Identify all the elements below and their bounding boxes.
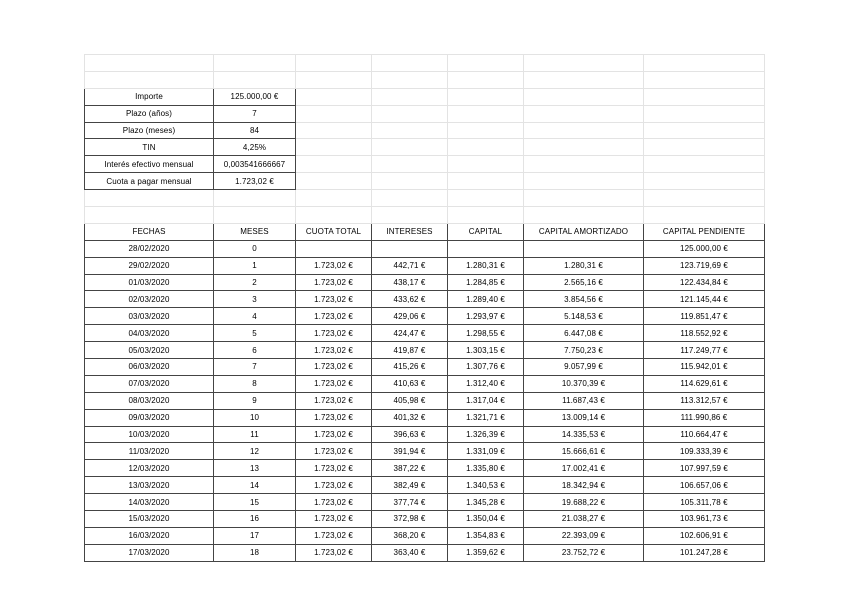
schedule-cell[interactable]: 16 xyxy=(214,511,296,528)
schedule-cell[interactable]: 0 xyxy=(214,240,296,257)
schedule-cell[interactable]: 11 xyxy=(214,426,296,443)
empty-cell[interactable] xyxy=(372,105,448,122)
schedule-cell[interactable]: 111.990,86 € xyxy=(644,409,765,426)
empty-cell[interactable] xyxy=(296,156,372,173)
schedule-cell[interactable]: 1.350,04 € xyxy=(448,511,524,528)
schedule-cell[interactable]: 1.331,09 € xyxy=(448,443,524,460)
schedule-cell[interactable]: 18.342,94 € xyxy=(524,477,644,494)
schedule-cell[interactable]: 2.565,16 € xyxy=(524,274,644,291)
schedule-cell[interactable]: 106.657,06 € xyxy=(644,477,765,494)
empty-cell[interactable] xyxy=(448,88,524,105)
schedule-cell[interactable] xyxy=(524,240,644,257)
schedule-cell[interactable]: 1.723,02 € xyxy=(296,460,372,477)
schedule-cell[interactable]: 1.723,02 € xyxy=(296,426,372,443)
schedule-cell[interactable]: 1.723,02 € xyxy=(296,325,372,342)
empty-cell[interactable] xyxy=(372,190,448,207)
empty-row xyxy=(85,71,765,88)
param-value[interactable]: 1.723,02 € xyxy=(214,173,296,190)
schedule-cell[interactable]: 1.723,02 € xyxy=(296,527,372,544)
schedule-cell[interactable]: 1.321,71 € xyxy=(448,409,524,426)
schedule-cell[interactable]: 11/03/2020 xyxy=(85,443,214,460)
empty-cell[interactable] xyxy=(524,105,644,122)
empty-cell[interactable] xyxy=(644,139,765,156)
schedule-cell[interactable]: 15/03/2020 xyxy=(85,511,214,528)
empty-cell[interactable] xyxy=(524,88,644,105)
schedule-cell[interactable]: 06/03/2020 xyxy=(85,359,214,376)
schedule-cell[interactable]: 5.148,53 € xyxy=(524,308,644,325)
schedule-cell[interactable]: 419,87 € xyxy=(372,342,448,359)
schedule-cell[interactable]: 102.606,91 € xyxy=(644,527,765,544)
empty-cell[interactable] xyxy=(644,55,765,72)
schedule-cell[interactable]: 23.752,72 € xyxy=(524,544,644,561)
empty-cell[interactable] xyxy=(448,190,524,207)
empty-cell[interactable] xyxy=(644,71,765,88)
empty-cell[interactable] xyxy=(296,139,372,156)
empty-cell[interactable] xyxy=(214,55,296,72)
schedule-cell[interactable]: 121.145,44 € xyxy=(644,291,765,308)
empty-cell[interactable] xyxy=(644,122,765,139)
schedule-row xyxy=(85,409,765,426)
schedule-cell[interactable]: 1.723,02 € xyxy=(296,257,372,274)
schedule-cell[interactable]: 101.247,28 € xyxy=(644,544,765,561)
param-label[interactable]: Cuota a pagar mensual xyxy=(85,173,214,190)
empty-cell[interactable] xyxy=(448,71,524,88)
param-row xyxy=(85,156,765,173)
empty-cell[interactable] xyxy=(296,173,372,190)
empty-cell[interactable] xyxy=(524,122,644,139)
empty-cell[interactable] xyxy=(644,190,765,207)
schedule-cell[interactable]: 1.354,83 € xyxy=(448,527,524,544)
schedule-cell[interactable]: 09/03/2020 xyxy=(85,409,214,426)
empty-cell[interactable] xyxy=(644,173,765,190)
schedule-cell[interactable] xyxy=(296,240,372,257)
schedule-cell[interactable]: 1.723,02 € xyxy=(296,375,372,392)
schedule-cell[interactable]: 109.333,39 € xyxy=(644,443,765,460)
schedule-cell[interactable]: 368,20 € xyxy=(372,527,448,544)
param-label[interactable]: Plazo (meses) xyxy=(85,122,214,139)
schedule-cell[interactable]: 21.038,27 € xyxy=(524,511,644,528)
schedule-row xyxy=(85,460,765,477)
column-header[interactable]: CUOTA TOTAL xyxy=(296,223,372,240)
empty-cell[interactable] xyxy=(372,71,448,88)
schedule-cell[interactable]: 6.447,08 € xyxy=(524,325,644,342)
empty-cell[interactable] xyxy=(296,122,372,139)
schedule-cell[interactable]: 1.723,02 € xyxy=(296,342,372,359)
schedule-cell[interactable]: 12/03/2020 xyxy=(85,460,214,477)
schedule-cell[interactable] xyxy=(372,240,448,257)
schedule-row xyxy=(85,257,765,274)
param-value[interactable]: 84 xyxy=(214,122,296,139)
schedule-cell[interactable]: 14.335,53 € xyxy=(524,426,644,443)
schedule-cell[interactable]: 28/02/2020 xyxy=(85,240,214,257)
schedule-header-row xyxy=(85,223,765,240)
schedule-cell[interactable]: 429,06 € xyxy=(372,308,448,325)
param-value[interactable]: 4,25% xyxy=(214,139,296,156)
empty-cell[interactable] xyxy=(296,88,372,105)
schedule-cell[interactable]: 1.280,31 € xyxy=(524,257,644,274)
schedule-cell[interactable]: 415,26 € xyxy=(372,359,448,376)
param-row xyxy=(85,139,765,156)
schedule-row xyxy=(85,426,765,443)
schedule-cell[interactable]: 1.289,40 € xyxy=(448,291,524,308)
empty-cell[interactable] xyxy=(448,55,524,72)
schedule-row xyxy=(85,494,765,511)
column-header[interactable]: MESES xyxy=(214,223,296,240)
schedule-cell[interactable]: 377,74 € xyxy=(372,494,448,511)
empty-cell[interactable] xyxy=(296,55,372,72)
empty-row xyxy=(85,190,765,207)
empty-cell[interactable] xyxy=(85,55,214,72)
empty-cell[interactable] xyxy=(644,156,765,173)
empty-row xyxy=(85,207,765,224)
empty-cell[interactable] xyxy=(524,190,644,207)
schedule-cell[interactable]: 1.307,76 € xyxy=(448,359,524,376)
column-header[interactable]: CAPITAL PENDIENTE xyxy=(644,223,765,240)
empty-cell[interactable] xyxy=(296,207,372,224)
schedule-cell[interactable]: 10 xyxy=(214,409,296,426)
schedule-cell[interactable]: 05/03/2020 xyxy=(85,342,214,359)
schedule-row xyxy=(85,240,765,257)
column-header[interactable]: FECHAS xyxy=(85,223,214,240)
schedule-cell[interactable]: 372,98 € xyxy=(372,511,448,528)
schedule-row xyxy=(85,527,765,544)
schedule-cell[interactable]: 04/03/2020 xyxy=(85,325,214,342)
schedule-cell[interactable]: 410,63 € xyxy=(372,375,448,392)
schedule-cell[interactable]: 1.317,04 € xyxy=(448,392,524,409)
schedule-cell[interactable]: 6 xyxy=(214,342,296,359)
schedule-cell[interactable]: 122.434,84 € xyxy=(644,274,765,291)
schedule-cell[interactable]: 1.345,28 € xyxy=(448,494,524,511)
schedule-cell[interactable]: 396,63 € xyxy=(372,426,448,443)
schedule-row xyxy=(85,544,765,561)
schedule-cell[interactable]: 17 xyxy=(214,527,296,544)
empty-cell[interactable] xyxy=(448,173,524,190)
empty-cell[interactable] xyxy=(372,88,448,105)
schedule-cell[interactable]: 13.009,14 € xyxy=(524,409,644,426)
schedule-cell[interactable]: 442,71 € xyxy=(372,257,448,274)
schedule-cell[interactable]: 1.723,02 € xyxy=(296,291,372,308)
schedule-cell[interactable]: 387,22 € xyxy=(372,460,448,477)
schedule-cell[interactable]: 1.723,02 € xyxy=(296,494,372,511)
empty-cell[interactable] xyxy=(644,88,765,105)
schedule-cell[interactable]: 1.303,15 € xyxy=(448,342,524,359)
schedule-cell[interactable]: 113.312,57 € xyxy=(644,392,765,409)
schedule-cell[interactable]: 1.280,31 € xyxy=(448,257,524,274)
empty-cell[interactable] xyxy=(448,122,524,139)
schedule-cell[interactable]: 118.552,92 € xyxy=(644,325,765,342)
schedule-cell[interactable]: 405,98 € xyxy=(372,392,448,409)
empty-cell[interactable] xyxy=(524,207,644,224)
empty-cell[interactable] xyxy=(214,207,296,224)
empty-cell[interactable] xyxy=(448,105,524,122)
param-value[interactable]: 0,003541666667 xyxy=(214,156,296,173)
empty-cell[interactable] xyxy=(644,207,765,224)
schedule-cell[interactable]: 18 xyxy=(214,544,296,561)
schedule-cell[interactable]: 3.854,56 € xyxy=(524,291,644,308)
param-label[interactable]: Interés efectivo mensual xyxy=(85,156,214,173)
schedule-cell[interactable]: 424,47 € xyxy=(372,325,448,342)
schedule-cell[interactable]: 1.723,02 € xyxy=(296,359,372,376)
schedule-row xyxy=(85,274,765,291)
param-row xyxy=(85,105,765,122)
schedule-cell[interactable]: 3 xyxy=(214,291,296,308)
param-label[interactable]: Plazo (años) xyxy=(85,105,214,122)
empty-cell[interactable] xyxy=(85,190,214,207)
param-row xyxy=(85,88,765,105)
schedule-cell[interactable]: 13/03/2020 xyxy=(85,477,214,494)
schedule-row xyxy=(85,291,765,308)
column-header[interactable]: CAPITAL xyxy=(448,223,524,240)
empty-cell[interactable] xyxy=(524,139,644,156)
empty-cell[interactable] xyxy=(644,105,765,122)
schedule-cell[interactable]: 9 xyxy=(214,392,296,409)
schedule-cell[interactable]: 7.750,23 € xyxy=(524,342,644,359)
empty-cell[interactable] xyxy=(524,71,644,88)
empty-cell[interactable] xyxy=(372,122,448,139)
schedule-cell[interactable]: 1.723,02 € xyxy=(296,443,372,460)
empty-cell[interactable] xyxy=(372,207,448,224)
schedule-cell[interactable]: 15 xyxy=(214,494,296,511)
schedule-cell[interactable]: 4 xyxy=(214,308,296,325)
empty-cell[interactable] xyxy=(448,207,524,224)
schedule-cell[interactable]: 29/02/2020 xyxy=(85,257,214,274)
schedule-cell[interactable]: 117.249,77 € xyxy=(644,342,765,359)
schedule-cell[interactable]: 1.359,62 € xyxy=(448,544,524,561)
empty-cell[interactable] xyxy=(85,71,214,88)
schedule-cell[interactable]: 19.688,22 € xyxy=(524,494,644,511)
schedule-cell[interactable]: 119.851,47 € xyxy=(644,308,765,325)
schedule-row xyxy=(85,359,765,376)
schedule-cell[interactable]: 1.723,02 € xyxy=(296,544,372,561)
schedule-cell[interactable]: 103.961,73 € xyxy=(644,511,765,528)
schedule-cell[interactable]: 11.687,43 € xyxy=(524,392,644,409)
schedule-row xyxy=(85,342,765,359)
schedule-cell[interactable]: 5 xyxy=(214,325,296,342)
empty-cell[interactable] xyxy=(524,156,644,173)
empty-cell[interactable] xyxy=(214,71,296,88)
schedule-cell[interactable]: 123.719,69 € xyxy=(644,257,765,274)
schedule-cell[interactable]: 1.298,55 € xyxy=(448,325,524,342)
schedule-cell[interactable]: 10/03/2020 xyxy=(85,426,214,443)
param-row xyxy=(85,173,765,190)
schedule-cell[interactable]: 1.312,40 € xyxy=(448,375,524,392)
schedule-cell[interactable]: 105.311,78 € xyxy=(644,494,765,511)
schedule-cell[interactable]: 14 xyxy=(214,477,296,494)
schedule-row xyxy=(85,308,765,325)
schedule-cell[interactable]: 107.997,59 € xyxy=(644,460,765,477)
schedule-row xyxy=(85,375,765,392)
schedule-cell[interactable]: 16/03/2020 xyxy=(85,527,214,544)
schedule-row xyxy=(85,392,765,409)
empty-cell[interactable] xyxy=(372,156,448,173)
schedule-cell[interactable]: 114.629,61 € xyxy=(644,375,765,392)
schedule-cell[interactable]: 110.664,47 € xyxy=(644,426,765,443)
schedule-cell[interactable]: 9.057,99 € xyxy=(524,359,644,376)
schedule-cell[interactable]: 02/03/2020 xyxy=(85,291,214,308)
schedule-cell[interactable]: 1.723,02 € xyxy=(296,308,372,325)
empty-cell[interactable] xyxy=(372,55,448,72)
schedule-cell[interactable]: 1.723,02 € xyxy=(296,274,372,291)
empty-cell[interactable] xyxy=(296,105,372,122)
schedule-cell[interactable]: 1.293,97 € xyxy=(448,308,524,325)
schedule-cell[interactable]: 1.723,02 € xyxy=(296,409,372,426)
schedule-cell[interactable]: 1.723,02 € xyxy=(296,477,372,494)
schedule-cell[interactable]: 433,62 € xyxy=(372,291,448,308)
param-value[interactable]: 125.000,00 € xyxy=(214,88,296,105)
schedule-row xyxy=(85,325,765,342)
schedule-cell[interactable]: 12 xyxy=(214,443,296,460)
schedule-cell[interactable]: 1 xyxy=(214,257,296,274)
schedule-cell[interactable]: 1.340,53 € xyxy=(448,477,524,494)
schedule-cell[interactable]: 2 xyxy=(214,274,296,291)
schedule-cell[interactable]: 8 xyxy=(214,375,296,392)
empty-cell[interactable] xyxy=(296,71,372,88)
empty-cell[interactable] xyxy=(296,190,372,207)
schedule-cell[interactable]: 14/03/2020 xyxy=(85,494,214,511)
schedule-cell[interactable]: 17.002,41 € xyxy=(524,460,644,477)
schedule-cell[interactable]: 438,17 € xyxy=(372,274,448,291)
param-label[interactable]: TIN xyxy=(85,139,214,156)
empty-row xyxy=(85,55,765,72)
schedule-cell[interactable]: 115.942,01 € xyxy=(644,359,765,376)
param-row xyxy=(85,122,765,139)
schedule-cell[interactable]: 07/03/2020 xyxy=(85,375,214,392)
column-header[interactable]: INTERESES xyxy=(372,223,448,240)
schedule-cell[interactable]: 401,32 € xyxy=(372,409,448,426)
schedule-cell[interactable]: 363,40 € xyxy=(372,544,448,561)
schedule-row xyxy=(85,443,765,460)
schedule-cell[interactable]: 1.326,39 € xyxy=(448,426,524,443)
schedule-cell[interactable]: 1.723,02 € xyxy=(296,511,372,528)
schedule-cell[interactable]: 17/03/2020 xyxy=(85,544,214,561)
schedule-cell[interactable]: 22.393,09 € xyxy=(524,527,644,544)
schedule-cell[interactable]: 125.000,00 € xyxy=(644,240,765,257)
schedule-cell[interactable]: 391,94 € xyxy=(372,443,448,460)
empty-cell[interactable] xyxy=(85,207,214,224)
schedule-cell[interactable]: 10.370,39 € xyxy=(524,375,644,392)
schedule-cell[interactable]: 1.723,02 € xyxy=(296,392,372,409)
schedule-cell[interactable]: 03/03/2020 xyxy=(85,308,214,325)
empty-cell[interactable] xyxy=(448,156,524,173)
empty-cell[interactable] xyxy=(214,190,296,207)
schedule-cell[interactable]: 382,49 € xyxy=(372,477,448,494)
schedule-row xyxy=(85,477,765,494)
column-header[interactable]: CAPITAL AMORTIZADO xyxy=(524,223,644,240)
param-value[interactable]: 7 xyxy=(214,105,296,122)
schedule-cell[interactable]: 1.335,80 € xyxy=(448,460,524,477)
schedule-cell[interactable]: 7 xyxy=(214,359,296,376)
schedule-cell[interactable]: 08/03/2020 xyxy=(85,392,214,409)
param-label[interactable]: Importe xyxy=(85,88,214,105)
loan-spreadsheet xyxy=(84,54,765,562)
empty-cell[interactable] xyxy=(372,139,448,156)
empty-cell[interactable] xyxy=(524,55,644,72)
empty-cell[interactable] xyxy=(448,139,524,156)
schedule-cell[interactable]: 01/03/2020 xyxy=(85,274,214,291)
schedule-cell[interactable]: 13 xyxy=(214,460,296,477)
schedule-cell[interactable]: 15.666,61 € xyxy=(524,443,644,460)
schedule-cell[interactable]: 1.284,85 € xyxy=(448,274,524,291)
schedule-row xyxy=(85,511,765,528)
empty-cell[interactable] xyxy=(524,173,644,190)
empty-cell[interactable] xyxy=(372,173,448,190)
schedule-cell[interactable] xyxy=(448,240,524,257)
